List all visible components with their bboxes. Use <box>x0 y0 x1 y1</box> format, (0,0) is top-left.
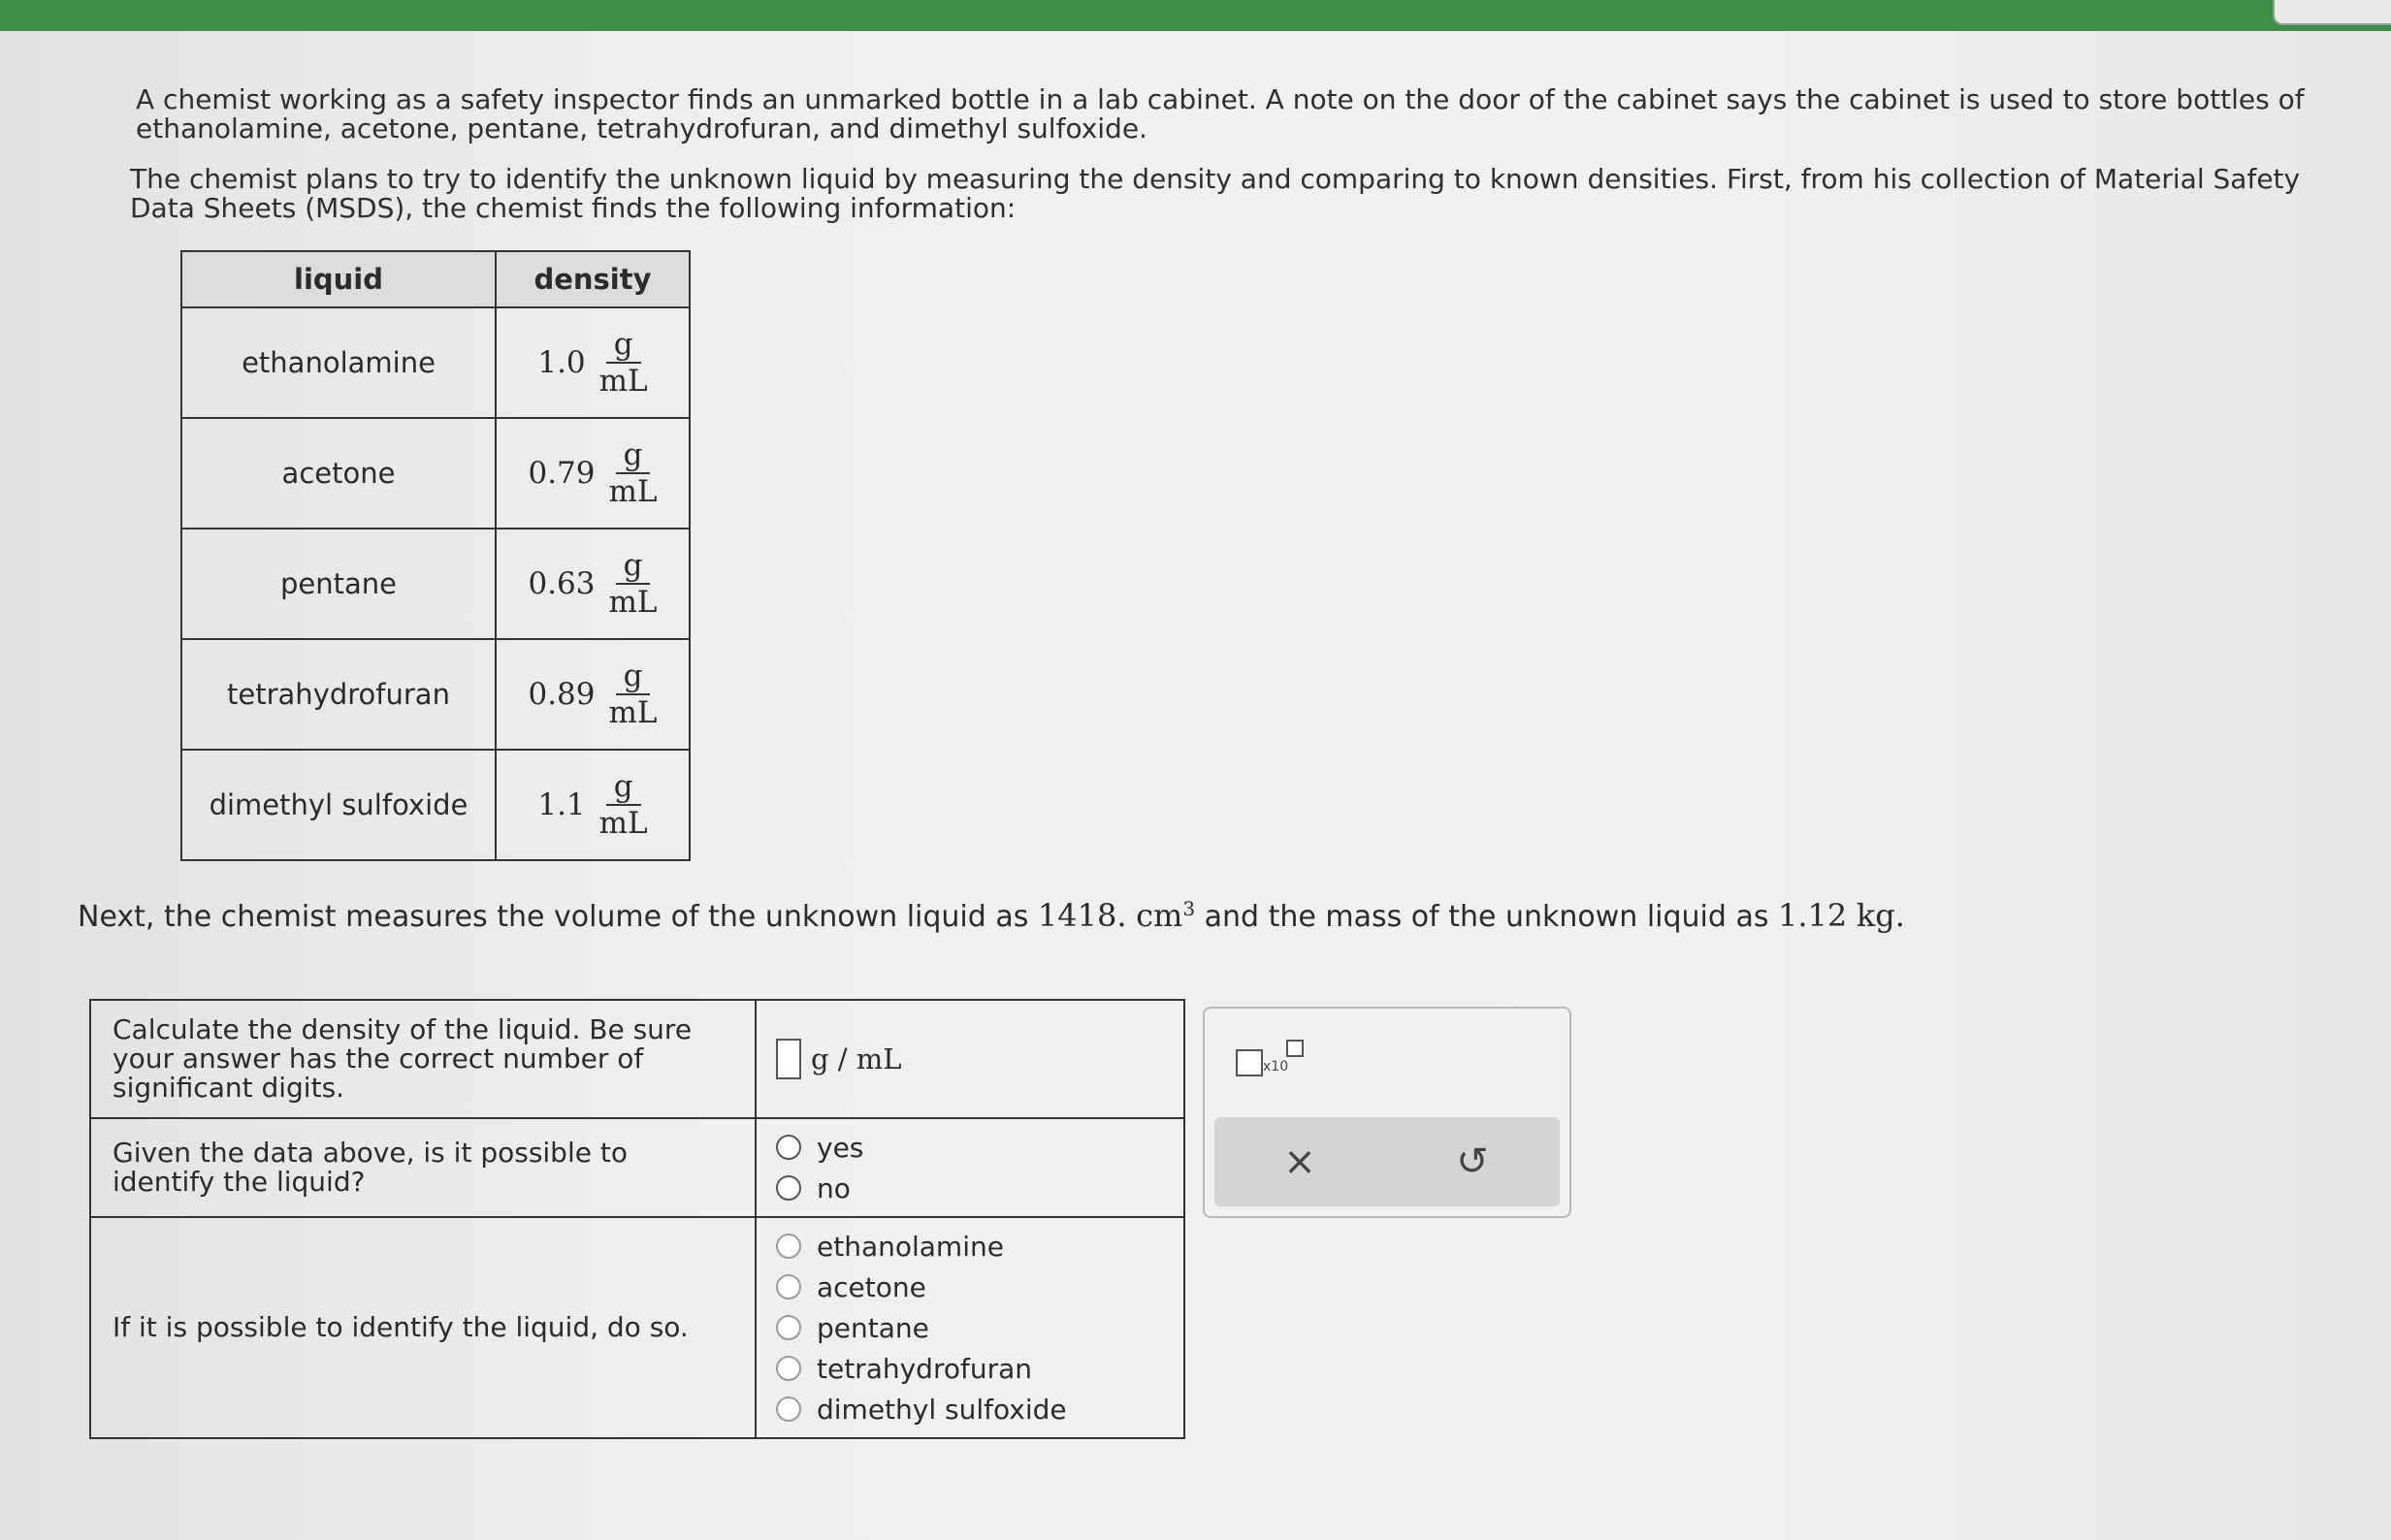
radio-option-dimethyl-sulfoxide[interactable]: dimethyl sulfoxide <box>776 1389 1164 1429</box>
radio-option-acetone[interactable]: acetone <box>776 1267 1164 1307</box>
liquid-name: ethanolamine <box>181 307 496 418</box>
msds-table <box>180 250 691 861</box>
header-density: density <box>496 251 690 307</box>
unit-fraction: $\frac{g}{mL}$ <box>598 769 648 841</box>
liquid-name: acetone <box>181 418 496 529</box>
unit-fraction: $\frac{g}{mL}$ <box>608 437 658 509</box>
measurement-prefix: Next, the chemist measures the volume of the unknown liquid as <box>78 900 1038 934</box>
measurement-middle: and the mass of the unknown liquid as <box>1195 900 1779 934</box>
radio-option-tetrahydrofuran[interactable]: tetrahydrofuran <box>776 1348 1164 1389</box>
density-value: 1.0 <box>537 345 586 380</box>
radio-button[interactable] <box>776 1315 801 1340</box>
clear-button[interactable] <box>1271 1133 1329 1191</box>
density-value: 0.89 <box>528 677 596 712</box>
answer-tools-panel <box>1203 1007 1571 1218</box>
liquid-identify-question: If it is possible to identify the liquid, do so. <box>90 1217 756 1438</box>
unit-fraction: $\frac{g}{mL}$ <box>598 327 648 399</box>
exponent-box-icon <box>1286 1040 1304 1057</box>
unit-fraction: $\frac{g}{mL}$ <box>608 548 658 620</box>
question-table <box>89 999 1185 1439</box>
mass-unit: kg <box>1856 897 1895 934</box>
liquid-name: dimethyl sulfoxide <box>181 750 496 860</box>
mantissa-box-icon <box>1236 1049 1263 1076</box>
tool-button-bar <box>1214 1117 1560 1206</box>
radio-button[interactable] <box>776 1135 801 1160</box>
volume-value: 1418. <box>1037 897 1127 934</box>
close-icon: × <box>1283 1139 1316 1184</box>
radio-option-pentane[interactable]: pentane <box>776 1307 1164 1348</box>
table-row <box>181 529 690 639</box>
intro-paragraph-2: The chemist plans to try to identify the unknown liquid by measuring the density and comparing to known densities. First, from his collection of Material Safety Data Sheets (MSDS), the chemist finds the following information: <box>130 163 2301 224</box>
table-row <box>181 750 690 860</box>
volume-exponent: 3 <box>1182 897 1196 920</box>
undo-button[interactable] <box>1443 1133 1502 1191</box>
radio-button[interactable] <box>776 1274 801 1299</box>
radio-option-yes[interactable]: yes <box>776 1127 1164 1168</box>
radio-option-ethanolamine[interactable]: ethanolamine <box>776 1226 1164 1267</box>
radio-option-no[interactable]: no <box>776 1168 1164 1208</box>
liquid-name: pentane <box>181 529 496 639</box>
intro-paragraph-1: A chemist working as a safety inspector finds an unmarked bottle in a lab cabinet. A note on the door of the cabinet says the cabinet is used to store bottles of ethanolamine, acetone, pentane, tetrahydrofuran, and dimethyl sulfoxide. <box>136 83 2305 144</box>
table-row <box>181 418 690 529</box>
scientific-notation-button[interactable] <box>1236 1040 1294 1078</box>
density-value: 1.1 <box>537 787 586 822</box>
top-bar <box>0 0 2391 31</box>
density-unit: g / mL <box>811 1043 902 1075</box>
header-liquid: liquid <box>181 251 496 307</box>
times-ten-label: x10 <box>1263 1059 1289 1075</box>
density-value: 0.79 <box>528 456 596 491</box>
table-row <box>181 307 690 418</box>
density-answer-input[interactable] <box>776 1039 801 1079</box>
top-right-tab[interactable] <box>2273 0 2391 25</box>
identify-question: Given the data above, is it possible to identify the liquid? <box>90 1118 756 1217</box>
table-row <box>181 639 690 750</box>
mass-value: 1.12 <box>1778 897 1848 934</box>
density-question: Calculate the density of the liquid. Be sure your answer has the correct number of significant digits. <box>90 1000 756 1118</box>
radio-button[interactable] <box>776 1175 801 1201</box>
liquid-name: tetrahydrofuran <box>181 639 496 750</box>
radio-button[interactable] <box>776 1396 801 1422</box>
density-value: 0.63 <box>528 566 596 601</box>
measurement-statement: Next, the chemist measures the volume of the unknown liquid as 1418. $cm^3$ and the mass of the unknown liquid as 1.12 kg. <box>78 897 1905 934</box>
volume-unit: cm <box>1136 897 1183 934</box>
radio-button[interactable] <box>776 1234 801 1259</box>
undo-icon: ↺ <box>1456 1139 1489 1184</box>
unit-fraction: $\frac{g}{mL}$ <box>608 658 658 730</box>
radio-button[interactable] <box>776 1356 801 1381</box>
